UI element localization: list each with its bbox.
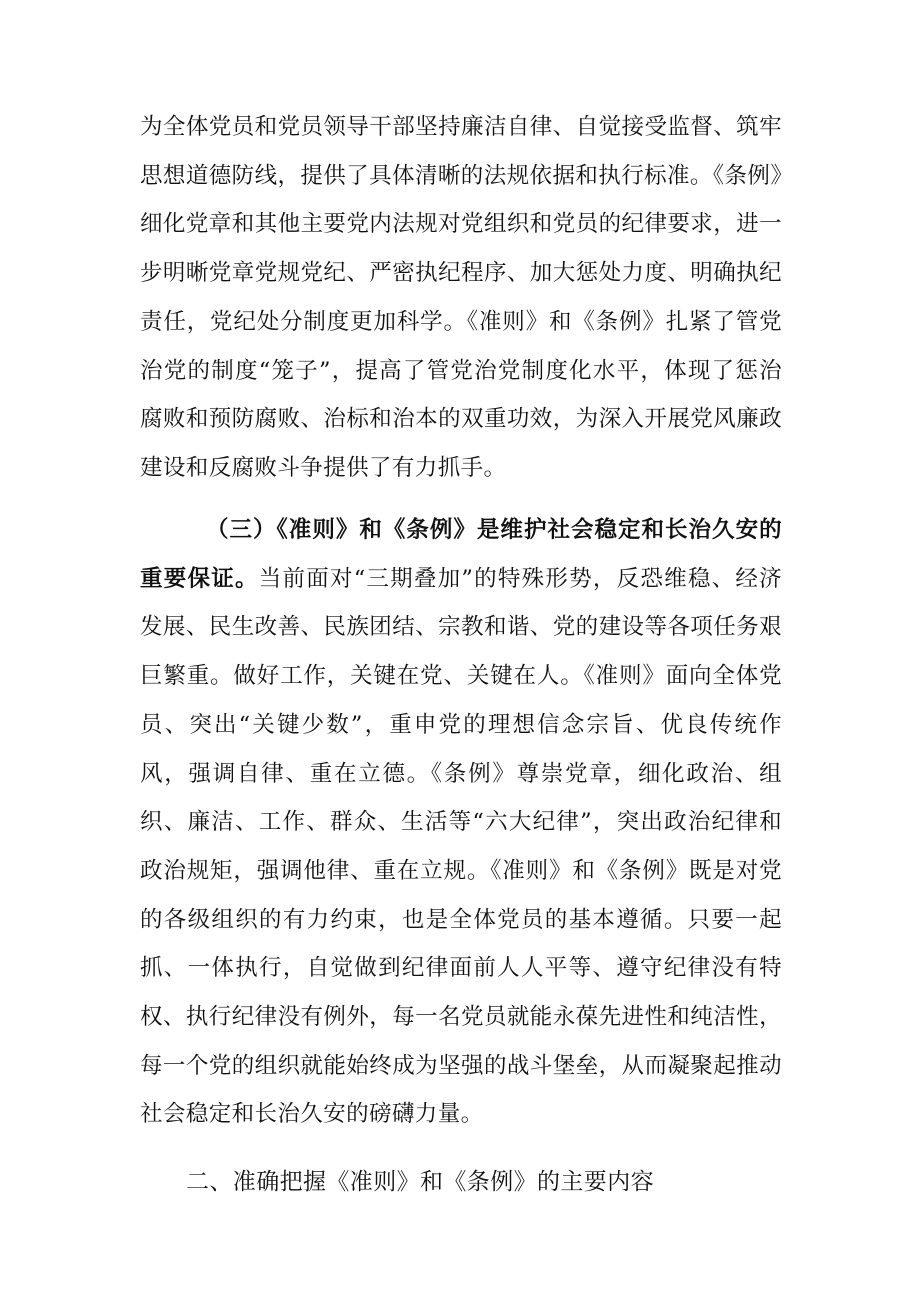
section-lead: （三）《准则》和《条例》是维护社会稳定和长治久安的重要保证。 bbox=[140, 517, 782, 592]
body-paragraph bbox=[140, 506, 782, 1139]
body-paragraph bbox=[140, 103, 782, 493]
paragraph-text: 当前面对“三期叠加”的特殊形势，反恐维稳、经济发展、民生改善、民族团结、宗教和谐、党的建设等各项任务艰巨繁重。做好工作，关键在党、关键在人。《准则》面向全体党员、突出“关键少数”，重申党的理想信念宗旨、优良传统作风，强调自律、重在立德。《条例》尊崇党章，细化政治、组织、廉洁、工作、群众、生活等“六大纪律”，突出政治纪律和政治规矩，强调他律、重在立规。《准则》和《条例》既是对党的各级组织的有力约束，也是全体党员的基本遵循。只要一起抓、一体执行，自觉做到纪律面前人人平等、遵守纪律没有特权、执行纪律没有例外，每一名党员就能永葆先进性和纯洁性，每一个党的组织就能始终成为坚强的战斗堡垒，从而凝聚起推动社会稳定和长治久安的磅礴力量。 bbox=[140, 565, 782, 1128]
paragraph-text: 为全体党员和党员领导干部坚持廉洁自律、自觉接受监督、筑牢思想道德防线，提供了具体清晰的法规依据和执行标准。《条例》细化党章和其他主要党内法规对党组织和党员的纪律要求，进一步明晰党章党规党纪、严密执纪程序、加大惩处力度、明确执纪责任，党纪处分制度更加科学。《准则》和《条例》扎紧了管党治党的制度“笼子”，提高了管党治党制度化水平，体现了惩治腐败和预防腐败、治标和治本的双重功效，为深入开展党风廉政建设和反腐败斗争提供了有力抓手。 bbox=[140, 114, 782, 481]
section-heading: 二、准确把握《准则》和《条例》的主要内容 bbox=[186, 1169, 654, 1195]
